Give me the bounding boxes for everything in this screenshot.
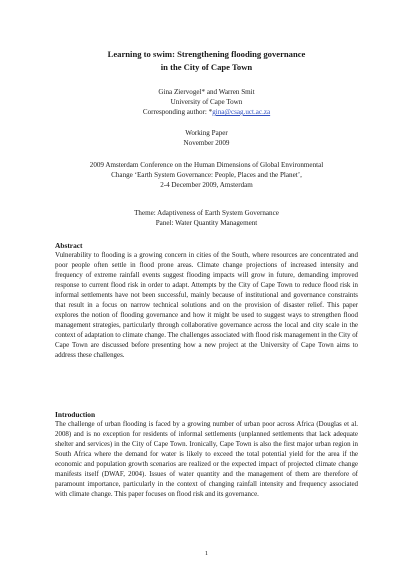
theme-line: Theme: Adaptiveness of Earth System Governance bbox=[134, 209, 279, 217]
author-names: Gina Ziervogel* and Warren Smit bbox=[158, 88, 255, 96]
conference-info bbox=[40, 160, 373, 190]
page-number: 1 bbox=[204, 550, 209, 557]
panel-line: Panel: Water Quantity Management bbox=[155, 219, 258, 227]
conference-line-3: 2-4 December 2009, Amsterdam bbox=[160, 181, 253, 189]
introduction-text: The challenge of urban flooding is faced by a growing number of urban poor across Africa (Douglas et al. 2008) and is no exception for residents of informal settlements (unplanned settlements that lack adequate shelter and services) in the City of Cape Town. Ironically, Cape Town is also the first major urban region in South Africa where the demand for water is likely to exceed the total potential yield for the area if the economic and population growth scenarios are realized or the expected impact of projected climate change manifests itself (DWAF, 2004). Issues of water quantity and the management of them are therefore of paramount importance, particularly in the context of changing rainfall intensity and frequency associated with climate change. This paper focuses on flood risk and its governance. bbox=[55, 420, 358, 498]
abstract-text: Vulnerability to flooding is a growing concern in cities of the South, where resources are concentrated and poor people often settle in flood prone areas. Climate change projections of increased intensity and frequency of extreme rainfall events suggest flooding impacts will grow in future, demanding improved response to current flood risk in order to adapt. Attempts by the City of Cape Town to reduce flood risk in informal settlements have not been successful, mainly because of institutional and governance constraints that result in a focus on narrow technical solutions and on the provision of disaster relief. This paper explores the notion of flooding governance and how it might be used to suggest ways to strengthen flood management strategies, particularly through collaborative governance across the local and city scale in the context of adaptation to climate change. The challenges associated with flood risk management in the City of Cape Town are discussed before presenting how a new project at the University of Cape Town aims to address these challenges. bbox=[55, 251, 358, 359]
introduction-heading: Introduction bbox=[55, 410, 96, 419]
author-affiliation: University of Cape Town bbox=[170, 98, 243, 106]
abstract-heading: Abstract bbox=[55, 241, 83, 250]
email-link[interactable]: gina@csag.uct.ac.za bbox=[212, 108, 271, 116]
conference-line-2: Change ‘Earth System Governance: People, Places and the Planet’, bbox=[111, 171, 302, 179]
conference-line-1: 2009 Amsterdam Conference on the Human Dimensions of Global Environmental bbox=[89, 161, 324, 169]
title-line-2: in the City of Cape Town bbox=[160, 61, 253, 72]
title-line-1: Learning to swim: Strengthening flooding governance bbox=[107, 49, 306, 59]
paper-type: Working Paper bbox=[185, 129, 228, 137]
corresponding-author bbox=[50, 107, 363, 117]
paper-info bbox=[50, 128, 363, 148]
paper-date: November 2009 bbox=[183, 139, 230, 147]
theme-panel-info bbox=[50, 208, 363, 228]
paper-title bbox=[50, 48, 363, 73]
corresponding-label: Corresponding author: * bbox=[142, 108, 213, 116]
author-block bbox=[50, 87, 363, 117]
